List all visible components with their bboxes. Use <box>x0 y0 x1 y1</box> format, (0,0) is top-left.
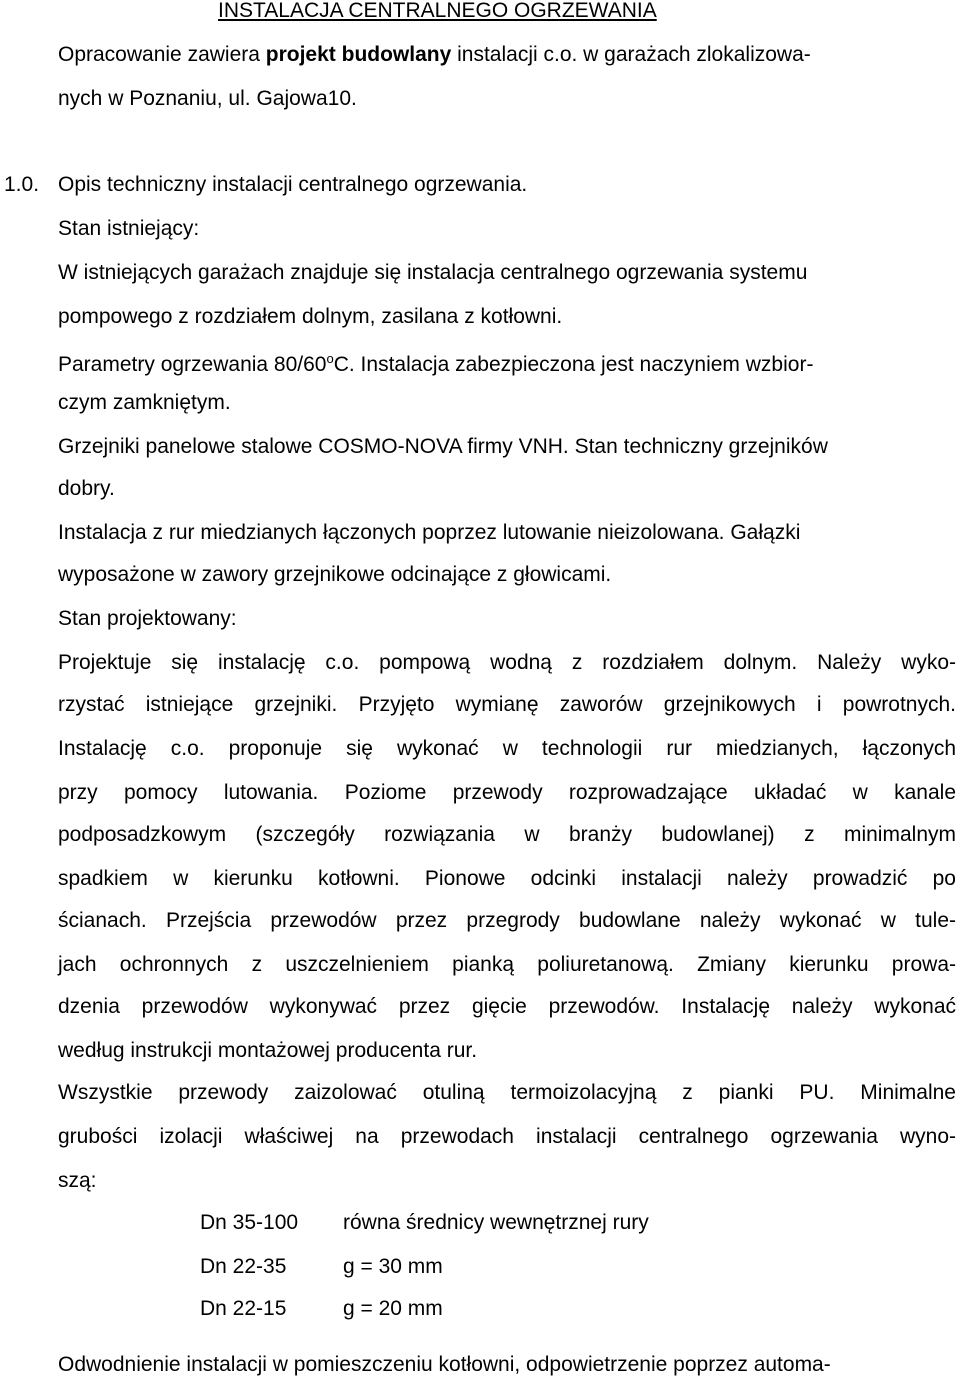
diameter-cell: Dn 22-35 <box>200 1255 287 1278</box>
designed-line: ścianach. Przejścia przewodów przez przegrody budowlane należy wykonać w tule- <box>58 909 956 932</box>
existing-state-heading: Stan istniejący: <box>58 217 200 240</box>
existing-line: dobry. <box>58 477 115 500</box>
designed-state-heading: Stan projektowany: <box>58 607 237 630</box>
existing-line: czym zamkniętym. <box>58 391 231 414</box>
thickness-cell: g = 30 mm <box>343 1255 443 1278</box>
intro-bold-text: projekt budowlany <box>265 43 452 66</box>
degree-superscript: o <box>326 351 334 366</box>
section-heading: Opis techniczny instalacji centralnego ogrzewania. <box>58 173 528 196</box>
intro-text: instalacji c.o. w garażach zlokalizowa- <box>451 43 811 66</box>
thickness-cell: równa średnicy wewnętrznej rury <box>343 1211 649 1234</box>
designed-line: według instrukcji montażowej producenta rur. <box>58 1039 478 1062</box>
thickness-cell: g = 20 mm <box>343 1297 443 1320</box>
insulation-line: Wszystkie przewody zaizolować otuliną termoizolacyjną z pianki PU. Minimalne <box>58 1081 956 1104</box>
existing-line: wyposażone w zawory grzejnikowe odcinające z głowicami. <box>58 563 612 586</box>
params-text: Parametry ogrzewania 80/60 <box>58 353 327 376</box>
designed-line: rzystać istniejące grzejniki. Przyjęto wymianę zaworów grzejnikowych i powrotnych. <box>58 693 956 716</box>
document-title: INSTALACJA CENTRALNEGO OGRZEWANIA <box>218 0 657 22</box>
existing-line: Grzejniki panelowe stalowe COSMO-NOVA firmy VNH. Stan techniczny grzejników <box>58 435 828 458</box>
intro-text: Opracowanie zawiera <box>58 43 266 66</box>
diameter-cell: Dn 35-100 <box>200 1211 299 1234</box>
designed-line: Projektuje się instalację c.o. pompową wodną z rozdziałem dolnym. Należy wyko- <box>58 651 956 674</box>
existing-line: W istniejących garażach znajduje się instalacja centralnego ogrzewania systemu <box>58 261 808 284</box>
designed-line: spadkiem w kierunku kotłowni. Pionowe odcinki instalacji należy prowadzić po <box>58 867 956 890</box>
designed-line: dzenia przewodów wykonywać przez gięcie przewodów. Instalację należy wykonać <box>58 995 956 1018</box>
existing-line: pompowego z rozdziałem dolnym, zasilana z kotłowni. <box>58 305 563 328</box>
existing-line: Instalacja z rur miedzianych łączonych poprzez lutowanie nieizolowana. Gałązki <box>58 521 801 544</box>
intro-line-2: nych w Poznaniu, ul. Gajowa10. <box>58 87 357 110</box>
designed-line: przy pomocy lutowania. Poziome przewody rozprowadzające układać w kanale <box>58 781 956 804</box>
designed-line: Instalację c.o. proponuje się wykonać w technologii rur miedzianych, łączonych <box>58 737 956 760</box>
designed-line: jach ochronnych z uszczelnieniem pianką poliuretanową. Zmiany kierunku prowa- <box>58 953 956 976</box>
intro-line-1 <box>58 42 811 68</box>
diameter-cell: Dn 22-15 <box>200 1297 287 1320</box>
designed-line: podposadzkowym (szczegóły rozwiązania w branży budowlanej) z minimalnym <box>58 823 956 846</box>
existing-line <box>58 346 813 378</box>
section-number: 1.0. <box>4 173 40 196</box>
params-text: C. Instalacja zabezpieczona jest naczyniem wzbior- <box>333 353 814 376</box>
footer-line: Odwodnienie instalacji w pomieszczeniu kotłowni, odpowietrzenie poprzez automa- <box>58 1353 831 1376</box>
insulation-line: grubości izolacji właściwej na przewodach instalacji centralnego ogrzewania wyno- <box>58 1125 956 1148</box>
insulation-line: szą: <box>58 1169 97 1192</box>
